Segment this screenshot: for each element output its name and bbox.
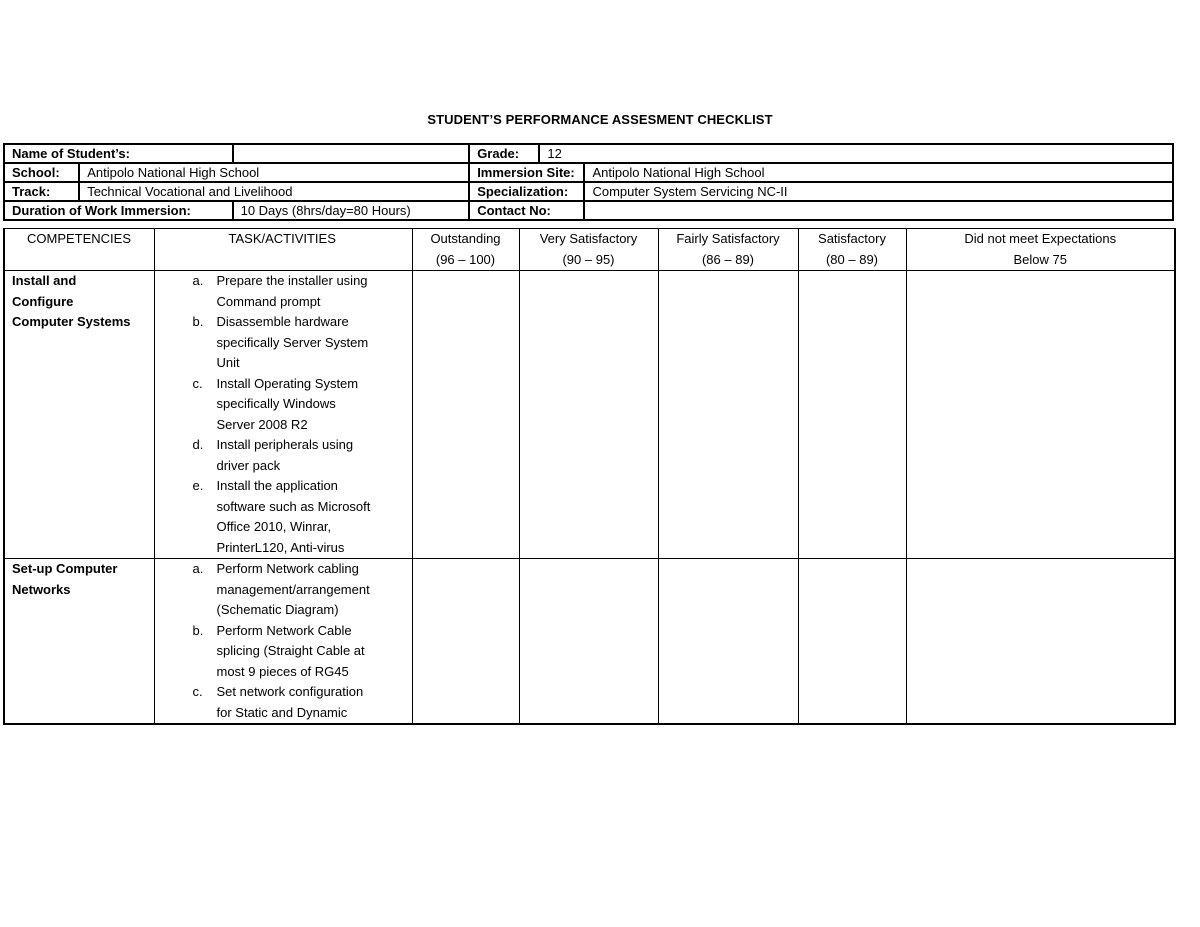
task-line: most 9 pieces of RG45 [216,663,349,679]
rating-header-did-not-meet [906,229,1175,271]
rating-label: Very Satisfactory [539,231,638,246]
rating-header-very-satisfactory [519,229,658,271]
competency-row [4,559,1175,725]
track-label: Track: [4,182,79,201]
rating-cell-very-satisfactory[interactable] [519,559,658,725]
student-name-field[interactable] [233,144,470,163]
rating-cell-fairly-satisfactory[interactable] [658,271,798,559]
immersion-site-field[interactable]: Antipolo National High School [584,163,1173,182]
competency-line: Set-up Computer [12,561,118,576]
task-line: Prepare the installer using [216,273,368,288]
student-info-table [3,143,1174,221]
rating-label: Satisfactory [818,231,886,246]
contact-label: Contact No: [469,201,584,220]
task-line: Disassemble hardware [216,314,349,329]
task-line: specifically Server System [216,334,369,350]
task-marker: d. [192,437,204,452]
task-line: Command prompt [216,293,321,309]
rating-header-fairly-satisfactory [658,229,798,271]
task-line: management/arrangement [216,581,370,597]
rating-label: Fairly Satisfactory [676,231,780,246]
task-item [162,559,405,621]
page-title: STUDENT’S PERFORMANCE ASSESMENT CHECKLIST [427,112,773,127]
rating-cell-outstanding[interactable] [412,559,519,725]
track-field[interactable]: Technical Vocational and Livelihood [79,182,469,201]
rating-label: Outstanding [430,231,501,246]
task-marker: e. [192,478,204,493]
task-line: Install Operating System [216,375,359,391]
task-item [162,312,405,374]
rating-cell-did-not-meet[interactable] [906,271,1175,559]
task-marker: b. [192,622,204,638]
tasks-cell [154,271,412,559]
rating-cell-did-not-meet[interactable] [906,559,1175,725]
rating-label: Did not meet Expectations [964,231,1117,246]
task-item [162,435,405,476]
grade-field[interactable]: 12 [539,144,1173,163]
immersion-site-label: Immersion Site: [469,163,584,182]
task-line: (Schematic Diagram) [216,602,339,617]
task-item [162,476,405,558]
school-row [4,163,1173,182]
competency-line: Networks [12,581,71,597]
grade-label: Grade: [469,144,539,163]
task-line: for Static and Dynamic [216,704,348,720]
task-line: Install the application [216,478,338,493]
task-line: Perform Network cabling [216,561,359,576]
task-item [162,374,405,436]
duration-row [4,201,1173,220]
task-line: Server 2008 R2 [216,416,308,432]
contact-field[interactable] [584,201,1173,220]
duration-label: Duration of Work Immersion: [4,201,233,220]
rating-range: (90 – 95) [562,251,615,267]
task-line: software such as Microsoft [216,498,371,514]
task-marker: c. [192,684,203,699]
school-field[interactable]: Antipolo National High School [79,163,469,182]
task-line: PrinterL120, Anti-virus [216,539,345,555]
task-marker: a. [192,273,204,288]
header-row [4,229,1175,271]
task-marker: a. [192,561,204,576]
competency-row [4,271,1175,559]
rating-header-satisfactory [798,229,906,271]
rating-cell-outstanding[interactable] [412,271,519,559]
competency-line: Install and [12,273,77,288]
task-marker: b. [192,314,204,329]
competency-cell [4,559,154,725]
competency-line: Configure [12,293,74,309]
specialization-field[interactable]: Computer System Servicing NC-II [584,182,1173,201]
task-line: Install peripherals using [216,437,354,452]
rating-range: (80 – 89) [825,251,879,267]
rating-cell-satisfactory[interactable] [798,271,906,559]
school-label: School: [4,163,79,182]
task-line: Perform Network Cable [216,622,352,638]
tasks-cell [154,559,412,725]
task-line: Office 2010, Winrar, [216,519,332,534]
duration-field[interactable]: 10 Days (8hrs/day=80 Hours) [233,201,470,220]
competency-line: Computer Systems [12,314,131,329]
task-line: specifically Windows [216,396,336,411]
task-item [162,682,405,723]
rating-cell-very-satisfactory[interactable] [519,271,658,559]
rating-range: (96 – 100) [435,251,496,267]
competencies-header: COMPETENCIES [4,229,154,271]
student-name-label: Name of Student’s: [4,144,233,163]
rating-range: (86 – 89) [701,251,755,267]
student-row [4,144,1173,163]
tasks-header: TASK/ACTIVITIES [154,229,412,271]
competency-cell [4,271,154,559]
track-row [4,182,1173,201]
task-list [162,271,405,558]
task-line: splicing (Straight Cable at [216,643,365,658]
task-item [162,271,405,312]
task-marker: c. [192,375,203,391]
task-list [162,559,405,723]
rating-range: Below 75 [1013,251,1067,267]
assessment-table [3,228,1176,725]
task-line: Set network configuration [216,684,364,699]
task-line: driver pack [216,457,281,473]
rating-cell-satisfactory[interactable] [798,559,906,725]
task-item [162,621,405,683]
specialization-label: Specialization: [469,182,584,201]
rating-cell-fairly-satisfactory[interactable] [658,559,798,725]
rating-header-outstanding [412,229,519,271]
task-line: Unit [216,355,240,370]
